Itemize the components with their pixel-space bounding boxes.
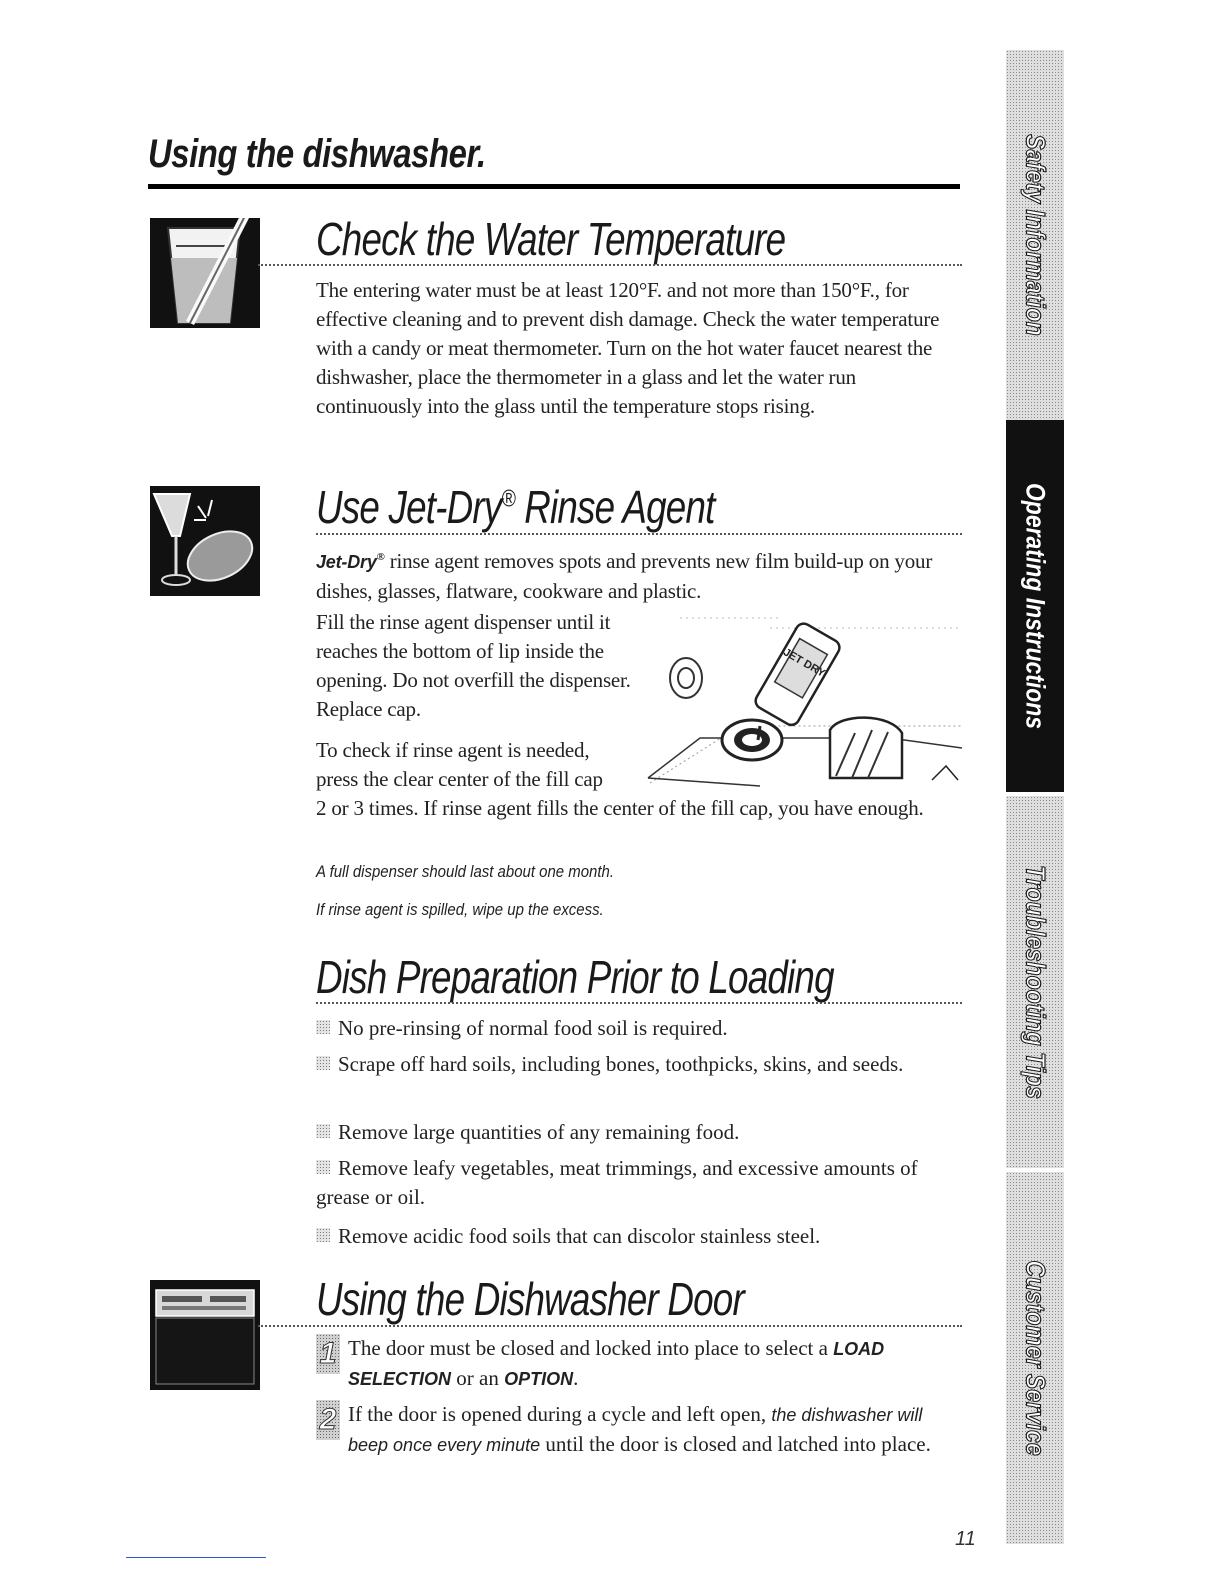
heading-dish-preparation: Dish Preparation Prior to Loading xyxy=(316,951,834,1003)
dish-prep-bullet xyxy=(316,1050,966,1079)
load-selection-label: LOAD SELECTION xyxy=(348,1339,885,1389)
dish-prep-bullet xyxy=(316,1154,966,1212)
door-step-1 xyxy=(316,1334,966,1394)
dish-prep-bullet xyxy=(316,1222,966,1251)
heading-dishwasher-door: Using the Dishwasher Door xyxy=(316,1273,744,1325)
rinse-agent-fill-text: Fill the rinse agent dispenser until it reaches the bottom of lip inside the opening. Do not overfill the dispenser. Replace cap. xyxy=(316,610,631,721)
step-number-2: 2 xyxy=(316,1400,340,1440)
tab-troubleshooting-tips-label: Troubleshooting Tips xyxy=(1020,865,1051,1099)
rule-dish-preparation xyxy=(316,1002,962,1004)
rinse-agent-note-2: If rinse agent is spilled, wipe up the excess. xyxy=(316,900,604,919)
bullet-icon xyxy=(316,1160,330,1174)
tab-safety-information[interactable] xyxy=(1006,50,1064,420)
sparkling-glass-icon xyxy=(150,486,260,596)
bullet-icon xyxy=(316,1020,330,1034)
page-title: Using the dishwasher. xyxy=(148,132,486,176)
tab-troubleshooting-tips[interactable] xyxy=(1006,796,1064,1168)
heading-rinse-agent-suffix: Rinse Agent xyxy=(514,481,715,533)
dish-prep-bullet-text: Scrape off hard soils, including bones, toothpicks, skins, and seeds. xyxy=(338,1052,904,1076)
rinse-agent-intro xyxy=(316,543,956,606)
rule-water-temperature xyxy=(258,264,962,266)
rinse-agent-intro-text: rinse agent removes spots and prevents new film build-up on your dishes, glasses, flatware, cookware and plastic. xyxy=(316,549,933,603)
tab-customer-service-label: Customer Service xyxy=(1020,1260,1051,1456)
rule-rinse-agent xyxy=(316,533,962,535)
dish-prep-bullet-text: No pre-rinsing of normal food soil is required. xyxy=(338,1016,728,1040)
door-step-2 xyxy=(316,1400,966,1460)
rinse-agent-check-text-1: To check if rinse agent is needed, xyxy=(316,738,590,762)
rule-dishwasher-door xyxy=(258,1325,962,1327)
dish-prep-bullet-text: Remove acidic food soils that can discolor stainless steel. xyxy=(338,1224,821,1248)
footer-line xyxy=(126,1557,266,1558)
tab-operating-instructions[interactable] xyxy=(1006,420,1064,792)
jet-dry-brand-reg: ® xyxy=(376,551,385,563)
water-temperature-text: The entering water must be at least 120°F. and not more than 150°F., for effective cleaning and to prevent dish damage. Check the water temperature with a candy or meat thermometer. Turn on the hot water faucet nearest the dishwasher, place the thermometer in a glass and let the water run continuously into the glass until the temperature stops rising. xyxy=(316,278,940,418)
dish-prep-bullet xyxy=(316,1118,966,1147)
dishwasher-icon xyxy=(150,1280,260,1390)
door-step-1-end: . xyxy=(573,1366,579,1390)
step-number-1: 1 xyxy=(316,1334,340,1374)
beep-warning-text: the dishwasher will beep once every minute xyxy=(348,1405,923,1455)
dish-prep-bullet-text: Remove large quantities of any remaining food. xyxy=(338,1120,740,1144)
rinse-agent-note-1: A full dispenser should last about one month. xyxy=(316,862,615,881)
bullet-icon xyxy=(316,1056,330,1070)
door-step-2-end: until the door is closed and latched into place. xyxy=(540,1432,931,1456)
dish-prep-bullet-text: Remove leafy vegetables, meat trimmings, and excessive amounts of grease or oil. xyxy=(316,1156,918,1209)
heading-rinse-agent xyxy=(316,480,715,534)
glass-thermometer-icon xyxy=(150,218,260,328)
jet-dry-brand: Jet-Dry xyxy=(316,552,377,572)
heading-rinse-agent-reg: ® xyxy=(501,485,515,513)
heading-rinse-agent-prefix: Use Jet-Dry xyxy=(316,481,502,533)
tab-operating-instructions-label: Operating Instructions xyxy=(1020,482,1051,730)
bottle-label-text: JET DRY xyxy=(781,646,827,680)
rinse-agent-check-text-3: 2 or 3 times. If rinse agent fills the center of the fill cap, you have enough. xyxy=(316,796,924,820)
page-number: 11 xyxy=(955,1528,976,1550)
rinse-agent-check-text-2: press the clear center of the fill cap xyxy=(316,767,603,791)
bullet-icon xyxy=(316,1124,330,1138)
bullet-icon xyxy=(316,1228,330,1242)
door-step-2-text: If the door is opened during a cycle and left open, xyxy=(348,1402,772,1426)
title-rule xyxy=(148,184,960,189)
door-step-1-mid: or an xyxy=(451,1366,505,1390)
tab-customer-service[interactable] xyxy=(1006,1172,1064,1544)
rinse-agent-dispenser-illustration xyxy=(640,608,962,790)
option-label: OPTION xyxy=(504,1369,574,1389)
heading-water-temperature: Check the Water Temperature xyxy=(316,213,786,265)
tab-safety-information-label: Safety Information xyxy=(1020,134,1051,336)
dish-prep-bullet xyxy=(316,1014,966,1043)
door-step-1-text: The door must be closed and locked into place to select a xyxy=(348,1336,834,1360)
